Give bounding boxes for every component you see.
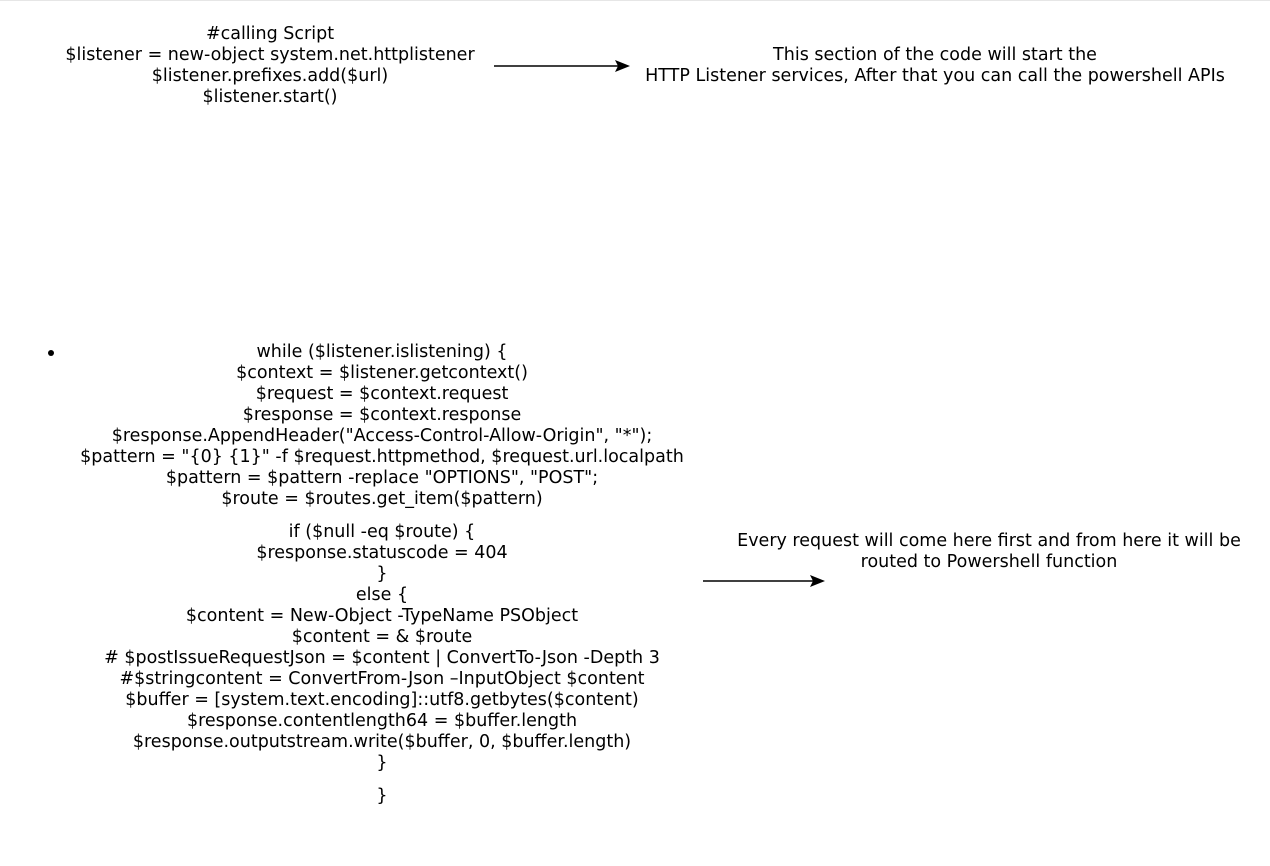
code-line: $pattern = "{0} {1}" -f $request.httpmethod, $request.url.localpath bbox=[80, 447, 684, 467]
top-divider bbox=[0, 0, 1270, 1]
code-line: } bbox=[376, 564, 388, 584]
code-line: $listener = new-object system.net.httplistener bbox=[65, 45, 475, 65]
code-line: #$stringcontent = ConvertFrom-Json –InputObject $content bbox=[119, 669, 645, 689]
blank-line bbox=[52, 774, 712, 786]
code-line: else { bbox=[355, 585, 409, 605]
code-line: $response.contentlength64 = $buffer.length bbox=[186, 711, 578, 731]
code-line: $context = $listener.getcontext() bbox=[236, 363, 528, 383]
code-line: $request = $context.request bbox=[255, 384, 509, 404]
code-line: #calling Script bbox=[205, 24, 335, 44]
note-line: Every request will come here first and from here it will be bbox=[737, 531, 1241, 551]
code-line: $response.outputstream.write($buffer, 0, $buffer.length) bbox=[132, 732, 632, 752]
code-line: $response.AppendHeader("Access-Control-Allow-Origin", "*"); bbox=[111, 426, 653, 446]
code-line: } bbox=[376, 753, 388, 773]
code-line: } bbox=[376, 786, 388, 806]
note-line: routed to Powershell function bbox=[860, 552, 1118, 572]
code-line: if ($null -eq $route) { bbox=[288, 522, 476, 542]
code-line: $listener.start() bbox=[202, 87, 338, 107]
request-loop-code bbox=[52, 342, 712, 807]
code-line: $content = New-Object -TypeName PSObject bbox=[185, 606, 579, 626]
code-line: $pattern = $pattern -replace "OPTIONS", "POST"; bbox=[165, 468, 599, 488]
code-line: while ($listener.islistening) { bbox=[256, 342, 508, 362]
arrow-right-icon bbox=[494, 57, 634, 77]
code-line: $content = & $route bbox=[291, 627, 473, 647]
calling-script-note bbox=[630, 45, 1240, 87]
arrow-right-icon bbox=[703, 572, 833, 592]
blank-line bbox=[52, 510, 712, 522]
note-line: This section of the code will start the bbox=[773, 45, 1097, 65]
request-loop-note bbox=[722, 531, 1256, 573]
code-line: $route = $routes.get_item($pattern) bbox=[221, 489, 543, 509]
note-line: HTTP Listener services, After that you can call the powershell APIs bbox=[645, 66, 1225, 86]
code-line: $listener.prefixes.add($url) bbox=[151, 66, 389, 86]
code-line: # $postIssueRequestJson = $content | ConvertTo-Json -Depth 3 bbox=[104, 648, 660, 668]
code-line: $response = $context.response bbox=[242, 405, 522, 425]
calling-script-code bbox=[50, 24, 490, 108]
code-line: $buffer = [system.text.encoding]::utf8.getbytes($content) bbox=[125, 690, 639, 710]
code-line: $response.statuscode = 404 bbox=[256, 543, 508, 563]
